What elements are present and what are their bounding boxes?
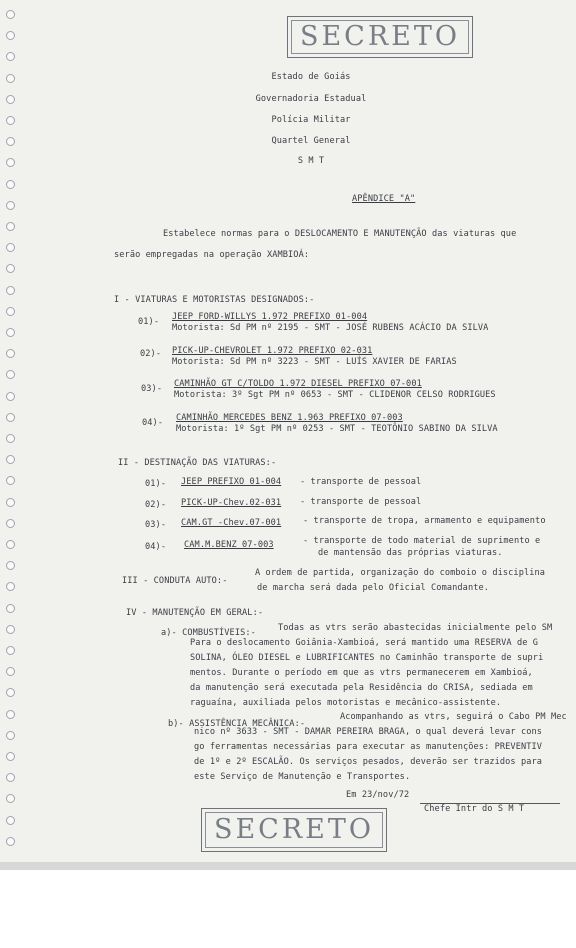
date: Em 23/nov/72 [346,790,410,800]
section-4b-label: b)- ASSISTÊNCIA MECÂNICA:- [168,719,306,729]
punch-hole [6,349,15,358]
page-bottom-edge [0,862,576,870]
section-4a-line-5: da manutenção será executada pela Residência do CRISA, sediada em [190,683,533,693]
punch-hole [6,370,15,379]
section-4b-line-1: Acompanhando as vtrs, seguirá o Cabo PM Mec [340,712,567,722]
punch-hole [6,604,15,613]
header-line-2: Governadoria Estadual [255,94,367,104]
punch-hole [6,222,15,231]
punch-hole [6,582,15,591]
punch-hole [6,74,15,83]
punch-hole [6,116,15,125]
signature-title: Chefe Intr do S M T [424,804,525,814]
appendix-title: APÊNDICE "A" [352,194,416,204]
punch-hole [6,498,15,507]
header-line-5: S M T [297,156,325,166]
s2-item-1-num: 01)- [145,479,167,489]
punch-hole [6,243,15,252]
section-4b-line-3: go ferramentas necessárias para executar as manutenções: PREVENTIV [194,742,543,752]
s2-item-1-purpose: - transporte de pessoal [300,477,422,487]
punch-hole [6,31,15,40]
s2-item-2-num: 02)- [145,500,167,510]
punch-hole [6,794,15,803]
section-4-title: IV - MANUTENÇÃO EM GERAL:- [126,608,264,618]
punch-hole [6,710,15,719]
s1-item-2-vehicle: PICK-UP-CHEVROLET 1.972 PREFIXO 02-031 [172,346,373,356]
s2-item-1-vehicle: JEEP PREFIXO 01-004 [181,477,282,487]
section-4a-line-4: mentos. Durante o período em que as vtrs permanecerem em Xambioá, [190,668,533,678]
punch-hole [6,328,15,337]
punch-hole [6,646,15,655]
punch-hole [6,158,15,167]
s1-item-2-driver: Motorista: Sd PM nº 3223 - SMT - LUÍS XAVIER DE FARIAS [172,357,457,367]
section-4b-line-4: de 1º e 2º ESCALÃO. Os serviços pesados, deverão ser trazidos para [194,757,543,767]
section-4a-label: a)- COMBUSTÍVEIS:- [161,628,256,638]
s1-item-1-num: 01)- [138,317,160,327]
header-line-4: Quartel General [271,136,351,146]
s1-item-4-driver: Motorista: 1º Sgt PM nº 0253 - SMT - TEOTÔNIO SABINO DA SILVA [176,424,498,434]
section-4a-line-1: Todas as vtrs serão abastecidas inicialmente pelo SM [278,623,553,633]
punch-hole [6,455,15,464]
punch-hole [6,540,15,549]
stamp-bottom [201,808,387,852]
punch-hole [6,752,15,761]
s2-item-3-purpose: - transporte de tropa, armamento e equipamento [303,516,546,526]
punch-hole [6,688,15,697]
punch-hole [6,561,15,570]
punch-hole [6,95,15,104]
section-3-line-1: A ordem de partida, organização do comboio o disciplina [255,568,546,578]
punch-hole [6,201,15,210]
punch-hole [6,625,15,634]
punch-hole [6,667,15,676]
section-4b-line-5: este Serviço de Manutenção e Transportes. [194,772,411,782]
header-line-3: Polícia Militar [271,115,351,125]
s1-item-3-driver: Motorista: 3º Sgt PM nº 0653 - SMT - CLIDENOR CELSO RODRIGUES [174,390,496,400]
s2-item-4-vehicle: CAM.M.BENZ 07-003 [184,540,274,550]
s1-item-3-vehicle: CAMINHÃO GT C/TOLDO 1.972 DIESEL PREFIXO 07-001 [174,379,422,389]
section-3-label: III - CONDUTA AUTO:- [122,576,228,586]
stamp-top [287,16,473,58]
stamp-top-text: SECRETO [299,21,461,52]
punch-hole [6,52,15,61]
s2-item-2-purpose: - transporte de pessoal [300,497,422,507]
s2-item-4-purpose: - transporte de todo material de suprimento e [303,536,541,546]
punch-hole [6,413,15,422]
punch-hole [6,10,15,19]
punch-hole [6,137,15,146]
intro-line-2: serão empregadas na operação XAMBIOÁ: [114,250,310,260]
section-4b-line-2: nico nº 3633 - SMT - DAMAR PEREIRA BRAGA, o qual deverá levar cons [194,727,543,737]
s1-item-1-driver: Motorista: Sd PM nº 2195 - SMT - JOSÉ RUBENS ACÁCIO DA SILVA [172,323,489,333]
s2-item-3-vehicle: CAM.GT -Chev.07-001 [181,518,282,528]
punch-hole [6,392,15,401]
s1-item-1-vehicle: JEEP FORD-WILLYS 1.972 PREFIXO 01-004 [172,312,368,322]
s2-item-4-num: 04)- [145,542,167,552]
stamp-bottom-text: SECRETO [213,814,375,845]
header-line-1: Estado de Goiás [271,72,351,82]
s2-item-3-num: 03)- [145,520,167,530]
s1-item-4-num: 04)- [142,418,164,428]
punch-hole [6,264,15,273]
section-3-line-2: de marcha será dada pelo Oficial Comandante. [257,583,490,593]
section-4a-line-3: SOLINA, ÓLEO DIESEL e LUBRIFICANTES no Caminhão transporte de supri [190,653,544,663]
s1-item-3-num: 03)- [141,384,163,394]
s2-item-2-vehicle: PICK-UP-Chev.02-031 [181,498,282,508]
punch-hole [6,519,15,528]
punch-hole [6,476,15,485]
section-2-title: II - DESTINAÇÃO DAS VIATURAS:- [118,458,277,468]
punch-hole [6,837,15,846]
punch-holes [6,10,16,860]
punch-hole [6,773,15,782]
punch-hole [6,731,15,740]
s2-item-4-purpose-2: de mantensão das próprias viaturas. [318,548,503,558]
punch-hole [6,180,15,189]
punch-hole [6,307,15,316]
s1-item-2-num: 02)- [140,349,162,359]
punch-hole [6,816,15,825]
section-4a-line-2: Para o deslocamento Goiânia-Xambioá, será mantido uma RESERVA de G [190,638,539,648]
punch-hole [6,434,15,443]
s1-item-4-vehicle: CAMINHÃO MERCEDES BENZ 1.963 PREFIXO 07-003 [176,413,403,423]
punch-hole [6,286,15,295]
section-1-title: I - VIATURAS E MOTORISTAS DESIGNADOS:- [114,295,315,305]
section-4a-line-6: raguaína, auxiliada pelos motoristas e mecânico-assistente. [190,698,502,708]
intro-line-1: Estabelece normas para o DESLOCAMENTO E MANUTENÇÃO das viaturas que [163,229,517,239]
